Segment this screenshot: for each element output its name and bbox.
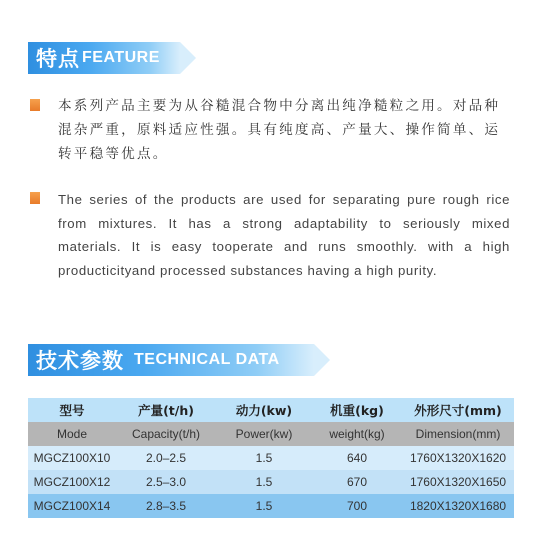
table-header-row-en [28,422,514,446]
header-cell: Power(kw) [216,422,312,446]
header-cell: 机重(kg) [312,398,402,422]
header-cell: 外形尺寸(mm) [402,398,514,422]
table-row [28,494,514,518]
tech-title-cn: 技术参数 [36,349,124,373]
table-cell: 640 [312,446,402,470]
feature-header-bar [28,42,180,74]
bullet-square-icon [30,192,40,204]
feature-paragraph-cn: 本系列产品主要为从谷糙混合物中分离出纯净糙粒之用。对品种混杂严重，原料适应性强。具有纯度高、产量大、操作简单、运转平稳等优点。 [58,98,501,162]
table-cell: MGCZ100X12 [28,470,116,494]
table-cell: 700 [312,494,402,518]
header-cell: 产量(t/h) [116,398,216,422]
tech-title-en: TECHNICAL DATA [134,351,280,368]
bullet-square-icon [30,99,40,111]
table-row [28,446,514,470]
table-cell: MGCZ100X14 [28,494,116,518]
feature-paragraph-en: The series of the products are used for separating pure rough rice from mixtures. It has a strong adaptability to seriously mixed materials. It is easy tooperate and runs smoothly. with a high producticityand processed substances having a high purity. [58,192,510,278]
table-cell: MGCZ100X10 [28,446,116,470]
technical-data-table [28,398,514,518]
table-cell: 2.5–3.0 [116,470,216,494]
table-cell: 1820X1320X1680 [402,494,514,518]
bar-arrow-tip [180,42,196,74]
header-cell: Mode [28,422,116,446]
table-cell: 1760X1320X1620 [402,446,514,470]
table-cell: 1.5 [216,470,312,494]
table-cell: 1.5 [216,494,312,518]
bar-arrow-tip [314,344,330,376]
header-cell: Dimension(mm) [402,422,514,446]
table-cell: 2.0–2.5 [116,446,216,470]
header-cell: 动力(kw) [216,398,312,422]
feature-title-en: FEATURE [82,49,160,66]
table-cell: 670 [312,470,402,494]
table-cell: 2.8–3.5 [116,494,216,518]
header-cell: 型号 [28,398,116,422]
header-cell: weight(kg) [312,422,402,446]
table-cell: 1.5 [216,446,312,470]
table-row [28,470,514,494]
feature-title-cn: 特点 [36,47,80,71]
header-cell: Capacity(t/h) [116,422,216,446]
table-cell: 1760X1320X1650 [402,470,514,494]
table-header-row-cn [28,398,514,422]
tech-data-header-bar [28,344,314,376]
